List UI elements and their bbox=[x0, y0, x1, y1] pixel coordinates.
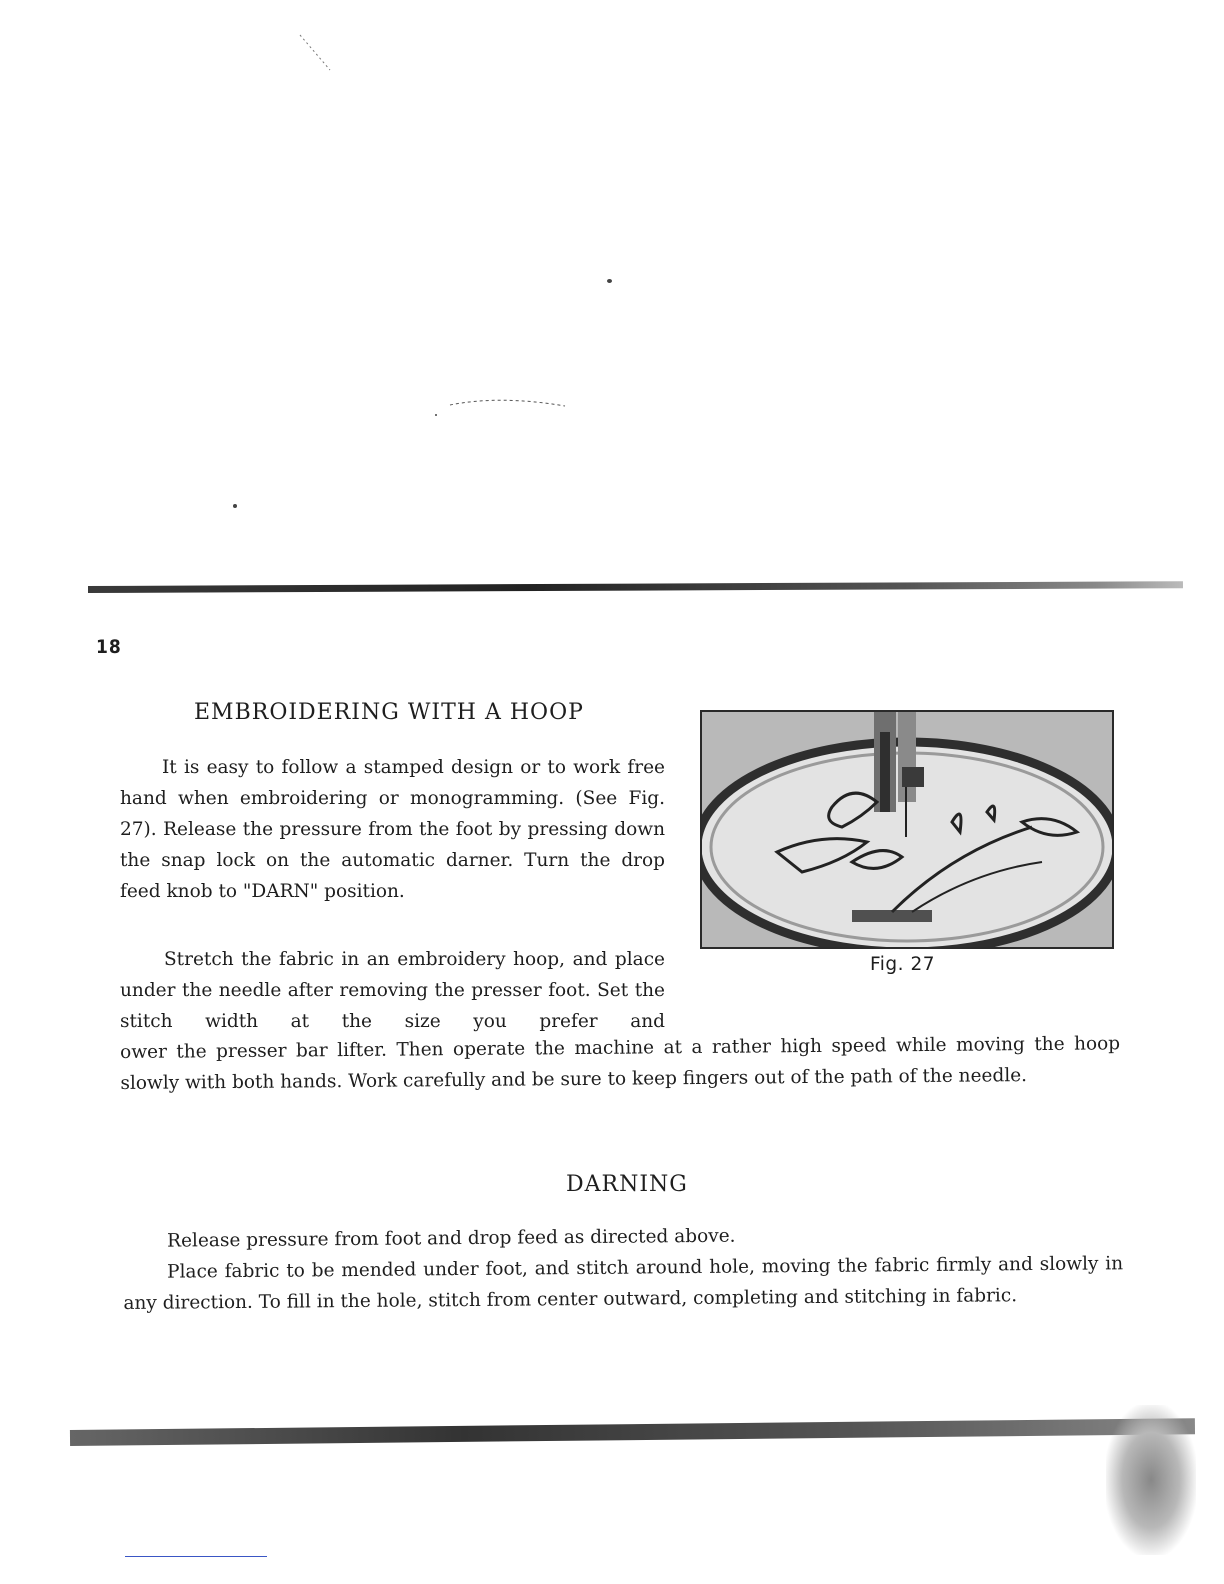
figure-caption: Fig. 27 bbox=[870, 954, 935, 975]
section-title-darning: DARNING bbox=[566, 1172, 688, 1197]
top-page-rule bbox=[88, 581, 1183, 593]
hoop-illustration bbox=[702, 712, 1112, 947]
embroidering-paragraph-2-wrapped: Stretch the fabric in an embroidery hoop, and place under the needle after removing the presser foot. Set the stitch width at the size you prefer and bbox=[120, 949, 665, 1032]
darning-paragraph-2: Place fabric to be mended under foot, and stitch around hole, moving the fabric firmly and slowly in any direction. To fill in the hole, stitch from center outward, completing and stitching in fabric. bbox=[123, 1253, 1124, 1314]
section-title-embroidering: EMBROIDERING WITH A HOOP bbox=[194, 700, 584, 725]
embroidering-paragraph-1: It is easy to follow a stamped design or to work free hand when embroidering or monogramming. (See Fig. 27). Release the pressure from the foot by pressing down the snap lock on the automatic darner. Turn the drop feed knob to "DARN" position. bbox=[120, 757, 665, 902]
embroidering-paragraph-2-full: ower the presser bar lifter. Then operate the machine at a rather high speed while moving the hoop slowly with both hands. Work carefully and be sure to keep fingers out of the path of the needle. bbox=[120, 1033, 1121, 1094]
darning-paragraph-1: Release pressure from foot and drop feed as directed above. bbox=[167, 1225, 736, 1252]
footer-underline bbox=[125, 1556, 267, 1557]
bottom-page-rule bbox=[70, 1418, 1195, 1446]
scan-smudge bbox=[1106, 1405, 1196, 1555]
figure-embroidery-hoop-photo bbox=[700, 710, 1114, 949]
page-number: 18 bbox=[96, 636, 122, 658]
scan-streaks bbox=[0, 0, 1224, 560]
